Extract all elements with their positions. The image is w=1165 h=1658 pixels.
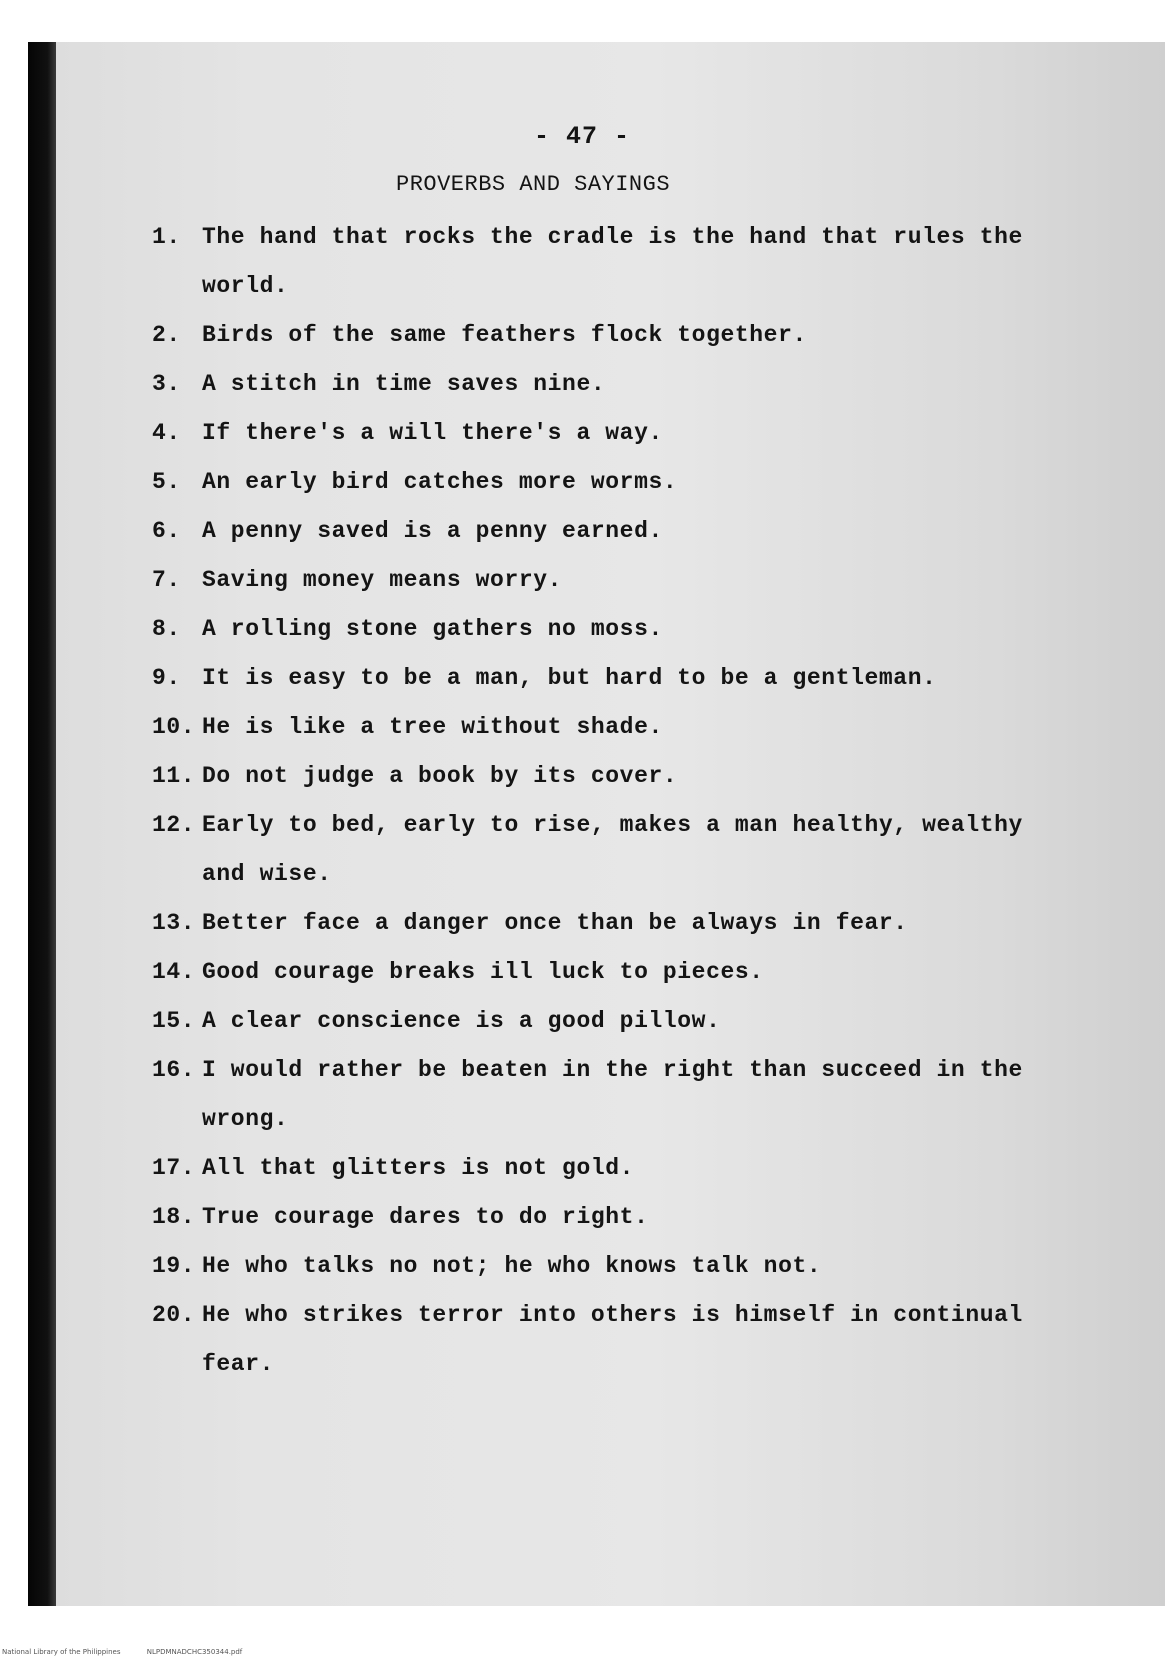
proverb-number: 12. [152, 812, 196, 838]
proverb-text: Better face a danger once than be always in fear. [202, 910, 908, 936]
proverb-text: A rolling stone gathers no moss. [202, 616, 663, 642]
proverb-item [152, 469, 677, 495]
proverb-text: A penny saved is a penny earned. [202, 518, 663, 544]
proverb-item [152, 322, 807, 348]
proverb-item [152, 1008, 720, 1034]
proverb-text: All that glitters is not gold. [202, 1155, 635, 1181]
proverb-number: 4. [152, 420, 181, 446]
proverb-text: It is easy to be a man, but hard to be a gentleman. [202, 665, 937, 691]
proverb-item [152, 910, 908, 936]
proverb-continuation [152, 1351, 274, 1377]
proverb-text: world. [202, 273, 289, 299]
proverb-text: Do not judge a book by its cover. [202, 763, 678, 789]
page-content [56, 42, 1165, 1606]
proverb-text: A stitch in time saves nine. [202, 371, 606, 397]
book-spine-shadow [28, 42, 56, 1606]
proverb-item [152, 1057, 1023, 1083]
proverb-number: 19. [152, 1253, 196, 1279]
proverb-number: 16. [152, 1057, 196, 1083]
proverb-text: He who strikes terror into others is himself in continual [202, 1302, 1023, 1328]
proverb-number: 7. [152, 567, 181, 593]
proverb-text: He who talks no not; he who knows talk not. [202, 1253, 822, 1279]
proverb-item [152, 224, 1023, 250]
proverb-text: and wise. [202, 861, 332, 887]
proverb-text: If there's a will there's a way. [202, 420, 663, 446]
proverb-item [152, 812, 1023, 838]
proverb-continuation [152, 273, 288, 299]
proverb-number: 9. [152, 665, 181, 691]
proverb-text: I would rather be beaten in the right than succeed in the [202, 1057, 1023, 1083]
footer-file-id: NLPDMNADCHC350344.pdf [146, 1648, 243, 1656]
proverb-number: 13. [152, 910, 196, 936]
page-number: - 47 - [534, 122, 631, 151]
proverb-text: Saving money means worry. [202, 567, 563, 593]
proverb-number: 6. [152, 518, 181, 544]
proverb-number: 11. [152, 763, 196, 789]
proverb-item [152, 1253, 821, 1279]
proverb-text: Good courage breaks ill luck to pieces. [202, 959, 764, 985]
proverb-item [152, 567, 562, 593]
proverb-text: fear. [202, 1351, 275, 1377]
proverb-number: 8. [152, 616, 181, 642]
proverb-number: 15. [152, 1008, 196, 1034]
proverb-text: Early to bed, early to rise, makes a man healthy, wealthy [202, 812, 1023, 838]
proverb-text: Birds of the same feathers flock together. [202, 322, 807, 348]
proverb-continuation [152, 861, 332, 887]
scanned-page [28, 42, 1165, 1606]
proverb-text: True courage dares to do right. [202, 1204, 649, 1230]
footer-library: National Library of the Philippines [2, 1648, 121, 1656]
proverb-item [152, 420, 663, 446]
proverb-number: 17. [152, 1155, 196, 1181]
proverb-item [152, 763, 677, 789]
proverb-number: 3. [152, 371, 181, 397]
proverb-item [152, 714, 663, 740]
proverb-number: 14. [152, 959, 196, 985]
proverb-number: 20. [152, 1302, 196, 1328]
proverb-text: He is like a tree without shade. [202, 714, 663, 740]
page-title: PROVERBS AND SAYINGS [396, 172, 671, 197]
proverb-number: 10. [152, 714, 196, 740]
proverb-item [152, 371, 605, 397]
proverb-text: A clear conscience is a good pillow. [202, 1008, 721, 1034]
proverb-number: 5. [152, 469, 181, 495]
proverb-continuation [152, 1106, 288, 1132]
proverb-item [152, 1155, 634, 1181]
footer [2, 1648, 266, 1656]
proverb-text: An early bird catches more worms. [202, 469, 678, 495]
proverb-item [152, 665, 937, 691]
proverb-number: 2. [152, 322, 181, 348]
proverb-number: 1. [152, 224, 181, 250]
proverb-text: The hand that rocks the cradle is the hand that rules the [202, 224, 1023, 250]
proverb-item [152, 518, 663, 544]
proverb-item [152, 1204, 648, 1230]
proverb-item [152, 959, 764, 985]
proverb-item [152, 1302, 1023, 1328]
proverb-text: wrong. [202, 1106, 289, 1132]
proverb-item [152, 616, 663, 642]
proverb-number: 18. [152, 1204, 196, 1230]
